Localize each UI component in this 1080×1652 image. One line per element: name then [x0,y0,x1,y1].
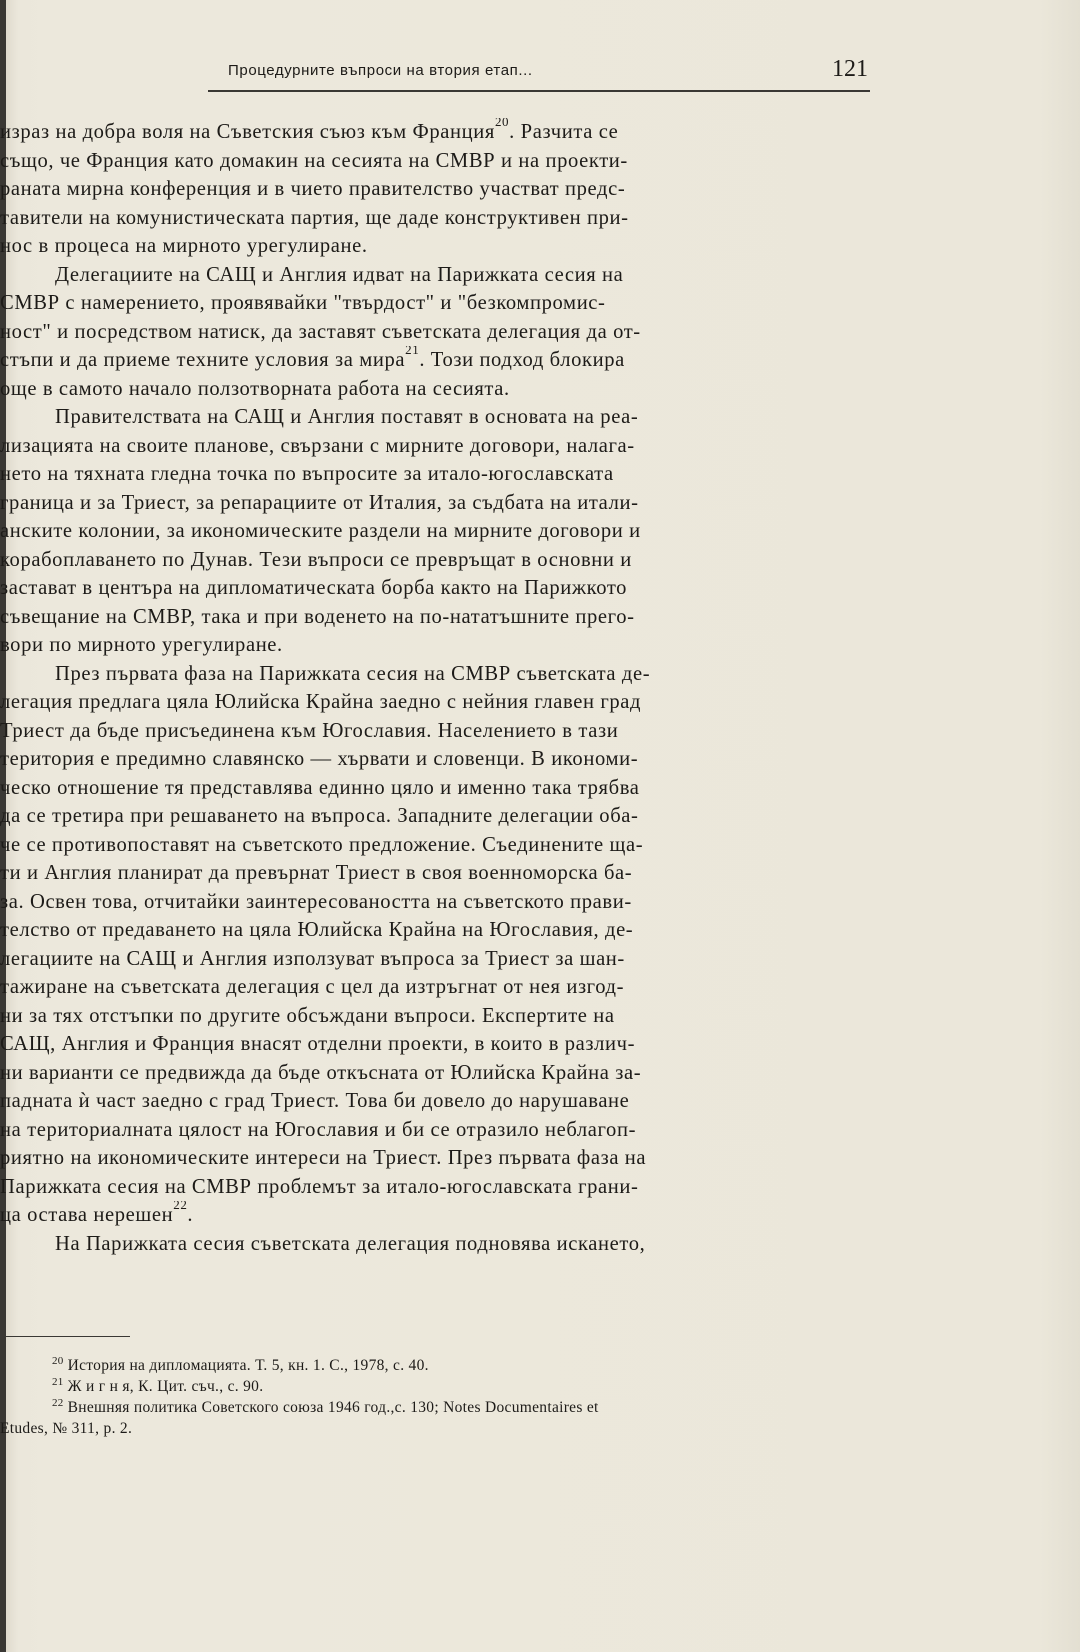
text-line: за. Освен това, отчитайки заинтересоваността на съветското прави- [0,890,632,913]
text-line: съвещание на СМВР, така и при воденето на по-нататъшните прего- [0,605,635,628]
text-line: още в самото начало ползотворната работа на сесията. [0,377,510,400]
text-line: ческо отношение тя представлява единно цяло и именно така трябва [0,776,640,799]
text-line-start: стъпи и да приеме техните условия за мира [0,349,406,371]
footnote-22 [0,1398,880,1419]
footnote-text: История на дипломацията. Т. 5, кн. 1. С., 1978, с. 40. [67,1357,429,1374]
text-line-end: . Този подход блокира [419,349,625,371]
text-line: да се третира при решаването на въпроса. Западните делегации оба- [0,805,639,827]
footnote-text: Внешняя политика Советского союза 1946 год.,с. 130; Notes Documentaires et [67,1399,599,1416]
paragraph-2 [0,261,870,404]
text-line: ни варианти се предвижда да бъде откъсната от Юлийска Крайна за- [0,1061,642,1084]
footnote-ref-22[interactable]: 22 [173,1201,188,1213]
paragraph-1 [0,118,870,261]
footnote-number: 21 [52,1376,64,1388]
text-line: телство от предаването на цяла Юлийска Крайна на Югославия, де- [0,919,634,941]
footnote-number: 22 [52,1397,64,1409]
text-line-start: израз на добра воля на Съветския съюз към Франция [0,121,495,143]
text-line-end: . Разчита се [509,121,619,143]
text-line: легациите на САЩ и Англия използуват въпроса за Триест за шан- [0,947,625,970]
footnotes [0,1356,880,1439]
page-header [228,56,868,88]
text-line: ни за тях отстъпки по другите обсъждани въпроси. Експертите на [0,1004,615,1027]
running-head: Процедурните въпроси на втория етап... [228,62,533,79]
text-line: анските колонии, за икономическите раздели на мирните договори и [0,520,641,542]
footnote-number: 20 [52,1355,64,1367]
paragraph-3 [0,403,870,660]
text-line: падната ѝ част заедно с град Триест. Това би довело до нарушаване [0,1090,630,1112]
text-line: нос в процеса на мирното урегулиране. [0,235,368,257]
footnote-21 [0,1377,880,1398]
text-line: На Парижката сесия съветската делегация подновява искането, [55,1232,646,1255]
text-line: вори по мирното урегулиране. [0,634,283,656]
text-line: ност" и посредством натиск, да заставят съветската делегация да от- [0,320,641,343]
text-line: нето на тяхната гледна точка по въпросите за итало-югославската [0,463,614,485]
paragraph-5 [0,1230,870,1259]
text-line: ти и Англия планират да превърнат Триест в своя военноморска ба- [0,862,633,884]
text-line: През първата фаза на Парижката сесия на СМВР съветската де- [55,662,651,685]
body-text [0,118,870,1258]
text-line: тавители на комунистическата партия, ще даде конструктивен при- [0,206,629,229]
text-line: Правителствата на САЩ и Англия поставят в основата на реа- [55,406,639,428]
text-line-end: . [187,1204,194,1226]
footnote-rule [0,1336,130,1337]
text-line: корабоплаването по Дунав. Тези въпроси се превръщат в основни и [0,548,632,571]
header-rule [208,90,870,92]
footnote-text: Etudes, № 311, p. 2. [0,1420,133,1437]
text-line: застават в центъра на дипломатическата борба както на Парижкото [0,577,628,599]
footnote-20 [0,1356,880,1377]
text-line: че се противопоставят на съветското предложение. Съединените ща- [0,833,644,856]
page-number: 121 [832,56,868,82]
text-line: също, че Франция като домакин на сесията на СМВР и на проекти- [0,149,628,172]
text-line: Делегациите на САЩ и Англия идват на Парижката сесия на [55,263,624,286]
text-line: раната мирна конференция и в чието правителство участват предс- [0,178,626,200]
text-line: легация предлага цяла Юлийска Крайна заедно с нейния главен град [0,691,642,713]
text-line: тажиране на съветската делегация с цел да изтръгнат от нея изгод- [0,976,625,998]
text-line: Триест да бъде присъединена към Югославия. Населението в тази [0,719,619,742]
text-line: Парижката сесия на СМВР проблемът за итало-югославската грани- [0,1175,639,1198]
footnote-22-continued [0,1419,880,1439]
text-line [0,1201,870,1230]
text-line: САЩ, Англия и Франция внасят отделни проекти, в които в различ- [0,1033,636,1055]
text-line: граница и за Триест, за репарациите от Италия, за съдбата на итали- [0,491,639,514]
text-line: лизацията на своите планове, свързани с мирните договори, налага- [0,434,635,457]
footnote-ref-21[interactable]: 21 [405,346,420,358]
paragraph-4 [0,660,870,1230]
text-line: на териториалната цялост на Югославия и би се отразило неблагоп- [0,1118,637,1141]
text-line [0,118,870,147]
text-line [0,346,870,375]
text-line: територия е предимно славянско — хървати и словенци. В икономи- [0,748,639,770]
text-line: риятно на икономическите интереси на Триест. През първата фаза на [0,1147,647,1169]
footnote-text: Ж и г н я, К. Цит. съч., с. 90. [67,1378,264,1395]
footnote-ref-20[interactable]: 20 [494,118,510,130]
text-line: СМВР с намерението, проявявайки "твърдост" и "безкомпромис- [0,292,606,314]
text-line-start: ца остава нерешен [0,1204,174,1226]
